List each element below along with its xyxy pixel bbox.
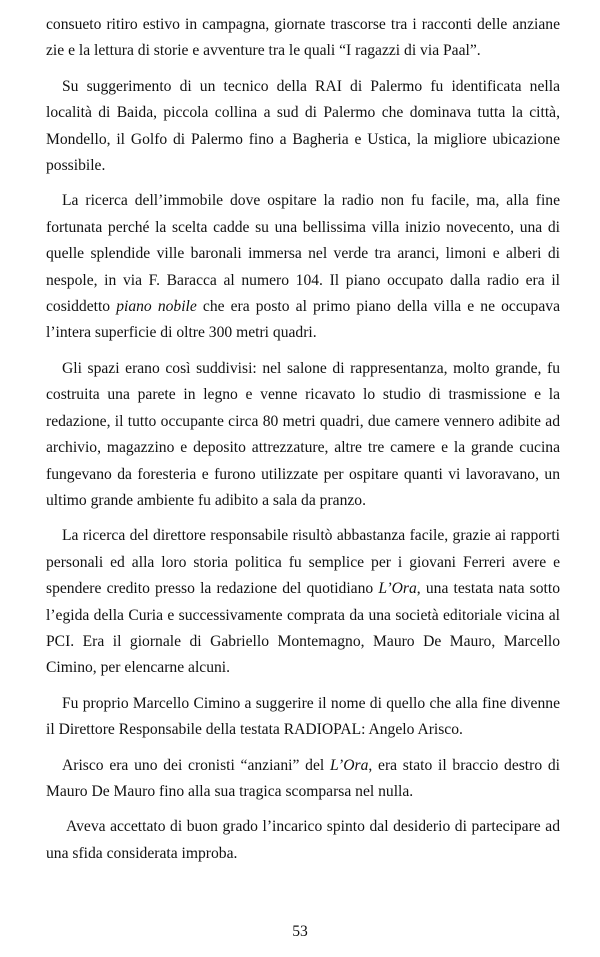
paragraph-7 xyxy=(46,753,560,806)
paragraph-1-text: consueto ritiro estivo in campagna, giornate trascorse tra i racconti delle anziane zie e la lettura di storie e avventure tra le quali “I ragazzi di via Paal”. xyxy=(46,16,560,60)
paragraph-2 xyxy=(46,74,560,180)
paragraph-3 xyxy=(46,188,560,346)
paragraph-7-text-b: , era stato il braccio destro di Mauro De Mauro fino alla sua tragica scomparsa nel nulla. xyxy=(46,756,561,800)
paragraph-8 xyxy=(46,814,560,867)
paragraph-1 xyxy=(46,12,560,65)
paragraph-6-text: Fu proprio Marcello Cimino a suggerire il nome di quello che alla fine divenne il Direttore Responsabile della testata RADIOPAL: Angelo Arisco. xyxy=(46,694,560,739)
paragraph-5-text-b: , una testata nata sotto l’egida della Curia e successivamente comprata da una società editoriale vicina al PCI. Era il giornale di Gabriello Montemagno, Mauro De Mauro, Marcello Cimino, per elencarne alcuni. xyxy=(46,580,561,677)
paragraph-3-text-b: che era posto al primo piano della villa e ne occupava l’intera superficie di oltre 300 metri quadri. xyxy=(46,298,560,342)
paragraph-7-text-a: Arisco era uno dei cronisti “anziani” del xyxy=(62,756,330,774)
paragraph-4 xyxy=(46,356,560,514)
paragraph-3-text-a: La ricerca dell’immobile dove ospitare la radio non fu facile, ma, alla fine fortunata perché la scelta cadde su una bellissima villa inizio novecento, una di quelle splendide ville baronali immersa nel verde tra aranci, limoni e alberi di nespole, in via F. Baracca al numero 104. Il piano occupato dalla radio era il cosiddetto xyxy=(46,192,560,316)
paragraph-4-text: Gli spazi erano così suddivisi: nel salone di rappresentanza, molto grande, fu costruita una parete in legno e venne ricavato lo studio di trasmissione e la redazione, il tutto occupante circa 80 metri quadri, due camere vennero adibite ad archivio, magazzino e deposito attrezzature, altre tre camere e la grande cucina fungevano da foresteria e furono utilizzate per ospitare quanti vi lavoravano, un ultimo grande ambiente fu adibito a sala da pranzo. xyxy=(46,359,560,509)
paragraph-6 xyxy=(46,691,560,744)
paragraph-7-italic-title: L’Ora xyxy=(329,756,369,774)
page-number: 53 xyxy=(292,923,308,940)
paragraph-8-text: Aveva accettato di buon grado l’incarico spinto dal desiderio di partecipare ad una sfida considerata improba. xyxy=(46,818,560,862)
paragraph-2-text: Su suggerimento di un tecnico della RAI di Palermo fu identificata nella località di Baida, piccola collina a sud di Palermo che dominava tutta la città, Mondello, il Golfo di Palermo fino a Bagheria e Ustica, la migliore ubicazione possibile. xyxy=(46,77,560,175)
paragraph-3-italic-term: piano nobile xyxy=(116,298,197,316)
paragraph-5-italic-title: L’Ora xyxy=(378,580,417,598)
page-body xyxy=(46,12,560,876)
paragraph-5-text-a: La ricerca del direttore responsabile risultò abbastanza facile, grazie ai rapporti personali ed alla loro storia politica fu semplice per i giovani Ferreri avere e spendere credito presso la redazione del quotidiano xyxy=(46,527,560,598)
paragraph-5 xyxy=(46,523,560,681)
